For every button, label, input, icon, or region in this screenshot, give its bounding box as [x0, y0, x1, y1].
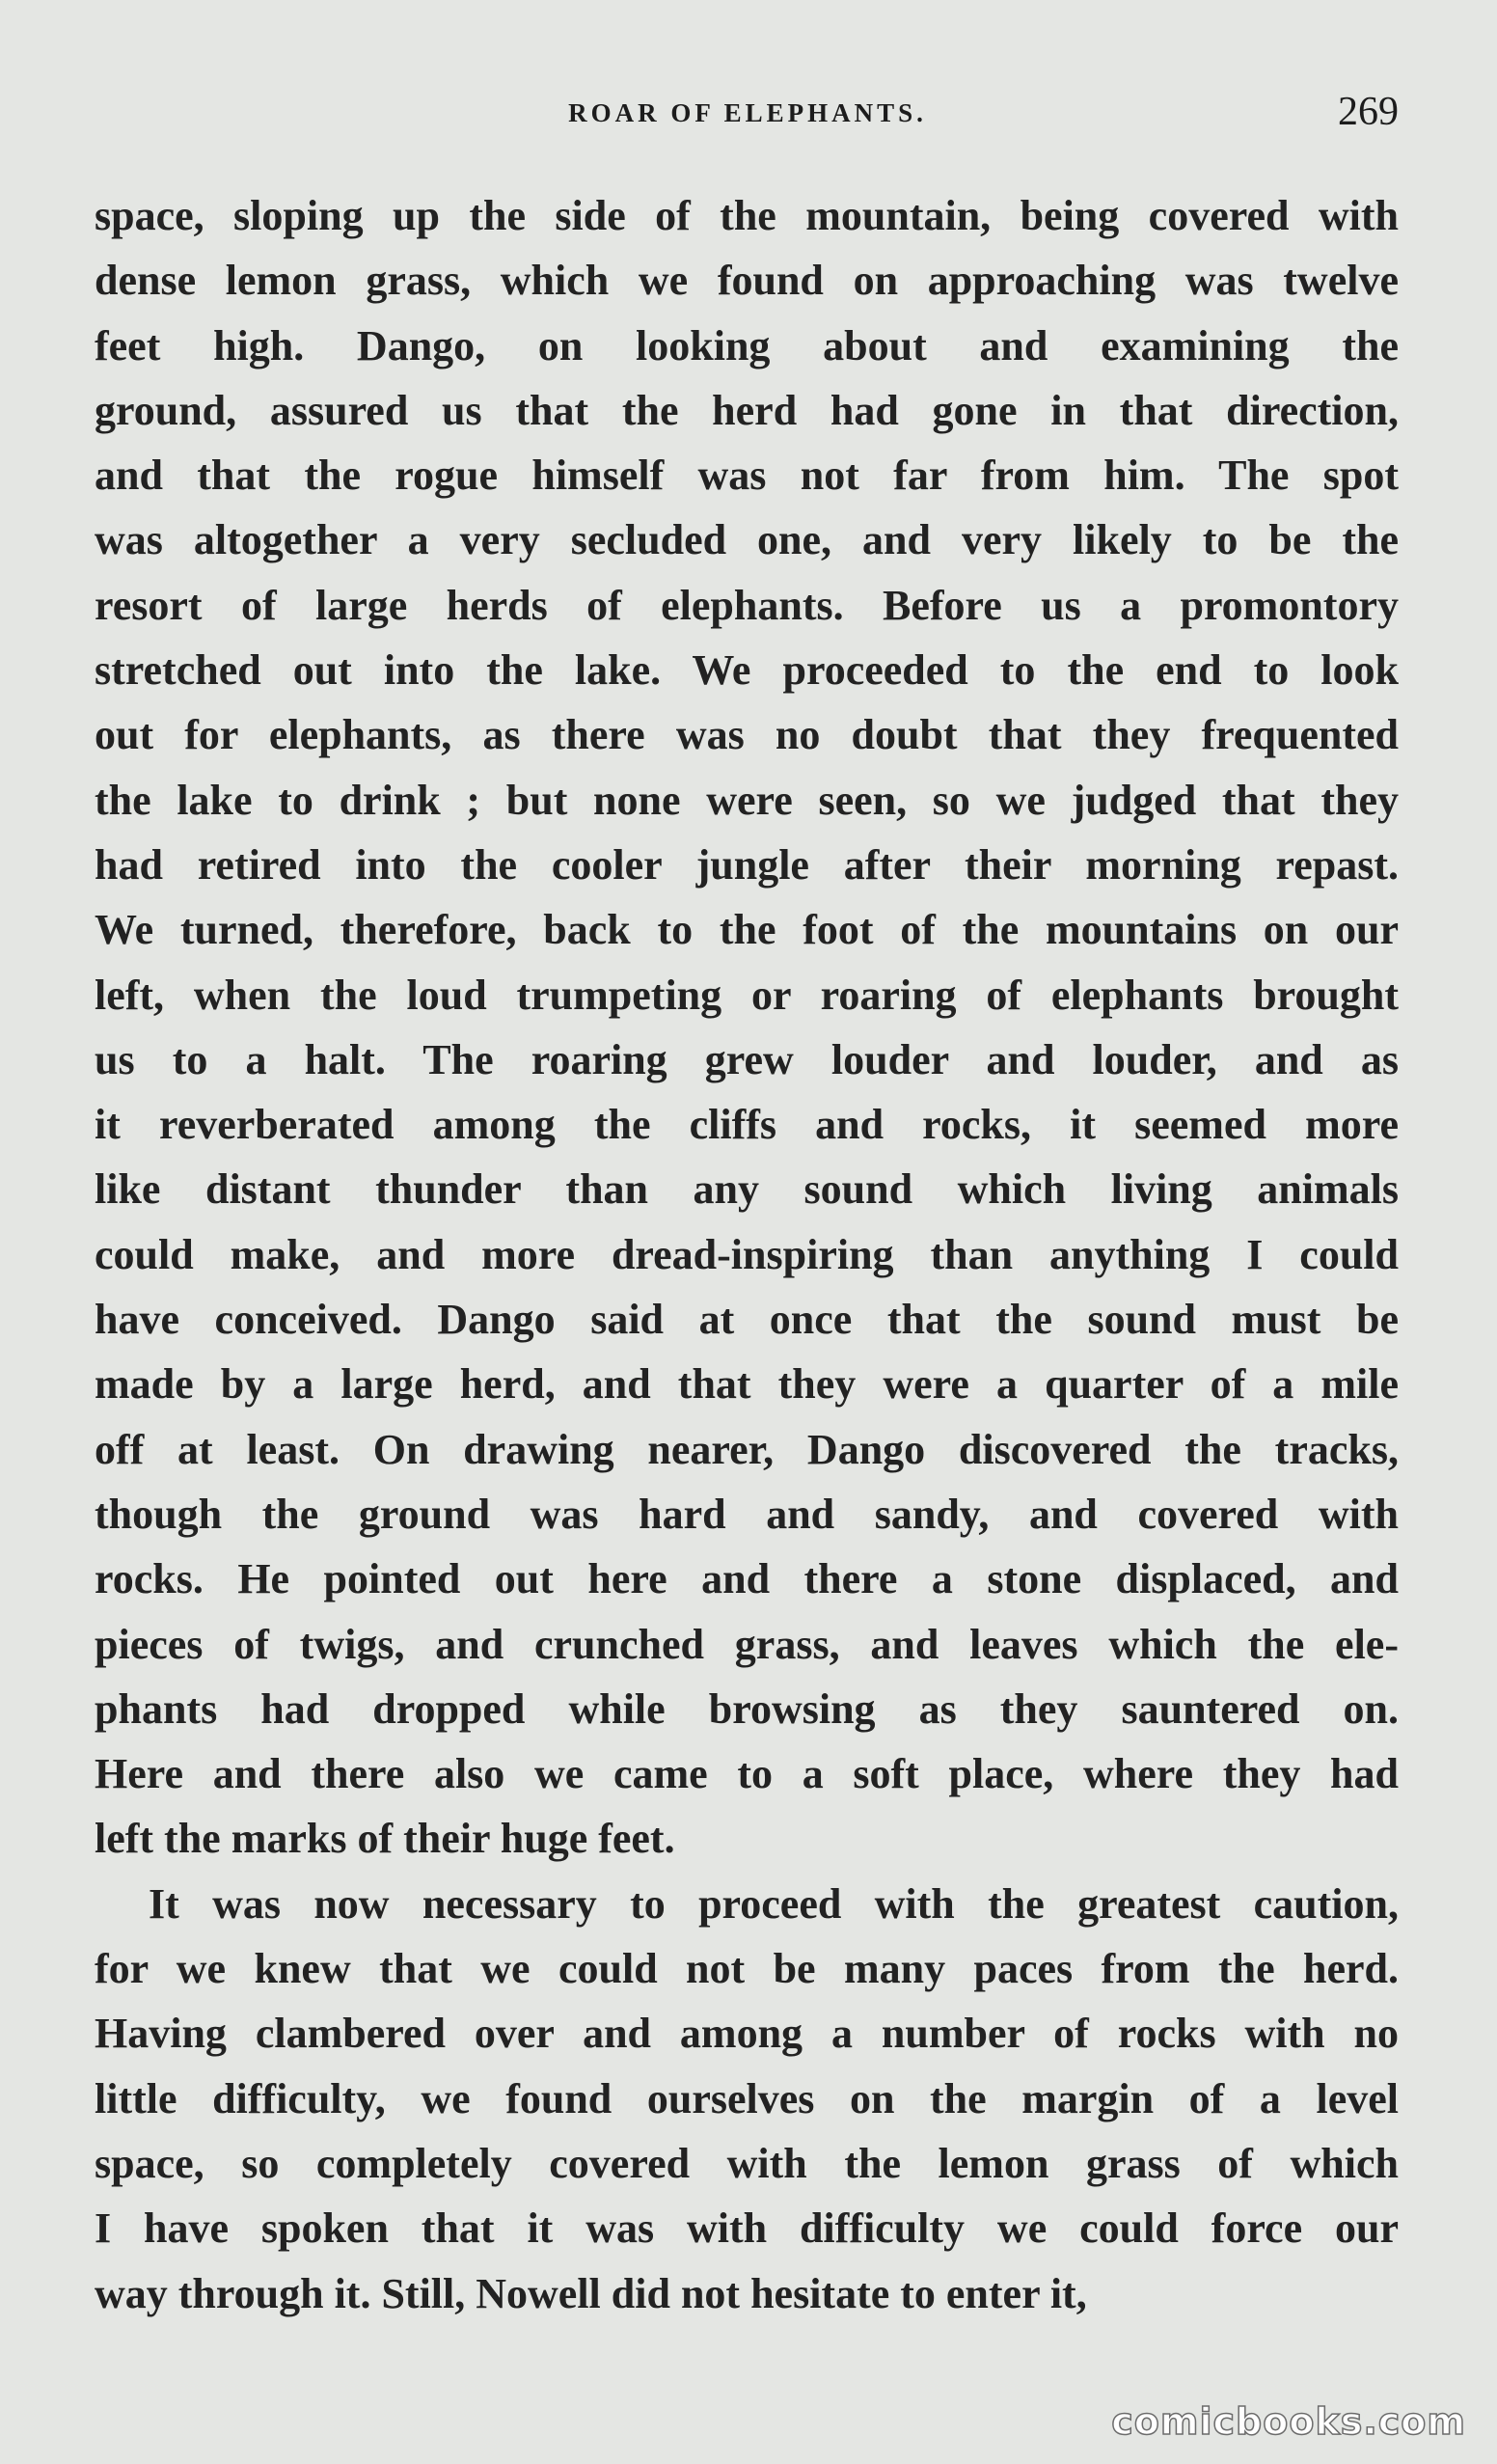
page-number: 269	[1338, 90, 1399, 134]
text-line: We turned, therefore, back to the foot of the mountains on our	[95, 906, 1399, 954]
text-line: pieces of twigs, and crunched grass, and leaves which the ele-	[95, 1620, 1399, 1668]
paragraph	[95, 183, 1399, 1872]
paragraph	[95, 1872, 1399, 2326]
text-line: and that the rogue himself was not far from him. The spot	[95, 452, 1399, 500]
text-line: resort of large herds of elephants. Before us a promontory	[95, 581, 1399, 629]
text-line: was altogether a very secluded one, and very likely to be the	[95, 516, 1399, 564]
text-line: left the marks of their huge feet.	[95, 1815, 675, 1863]
text-line: phants had dropped while browsing as they sauntered on.	[95, 1684, 1399, 1733]
text-line: made by a large herd, and that they were a quarter of a mile	[95, 1360, 1399, 1409]
text-line: space, sloping up the side of the mountain, being covered with	[95, 192, 1399, 239]
text-line: left, when the loud trumpeting or roaring of elephants brought	[95, 971, 1399, 1019]
text-line: ground, assured us that the herd had gone in that direction,	[95, 386, 1399, 434]
text-line: could make, and more dread-inspiring than anything I could	[95, 1230, 1399, 1278]
text-line: Having clambered over and among a number of rocks with no	[95, 2010, 1399, 2058]
text-line: way through it. Still, Nowell did not hesitate to enter it,	[95, 2269, 1087, 2317]
text-line: it reverberated among the cliffs and rocks, it seemed more	[95, 1101, 1399, 1149]
text-line: had retired into the cooler jungle after their morning repast.	[95, 840, 1399, 889]
text-line: little difficulty, we found ourselves on the margin of a level	[95, 2074, 1399, 2122]
text-line: stretched out into the lake. We proceeded to the end to look	[95, 646, 1399, 695]
text-line: dense lemon grass, which we found on approaching was twelve	[95, 257, 1399, 305]
text-line: the lake to drink ; but none were seen, so we judged that they	[95, 776, 1399, 824]
text-line: for we knew that we could not be many paces from the herd.	[95, 1945, 1399, 1993]
text-line: rocks. He pointed out here and there a stone displaced, and	[95, 1555, 1399, 1603]
text-line: space, so completely covered with the lemon grass of which	[95, 2139, 1399, 2187]
body-text	[95, 183, 1399, 2326]
running-head	[96, 89, 1399, 147]
text-line: off at least. On drawing nearer, Dango discovered the tracks,	[95, 1425, 1399, 1473]
watermark-logo: comicbooks.com	[1111, 2400, 1466, 2443]
text-line: feet high. Dango, on looking about and examining the	[95, 321, 1399, 370]
running-title: ROAR OF ELEPHANTS.	[568, 98, 927, 127]
text-line: though the ground was hard and sandy, and covered with	[95, 1490, 1399, 1538]
text-line: It was now necessary to proceed with the greatest caution,	[149, 1879, 1399, 1928]
text-line: us to a halt. The roaring grew louder and louder, and as	[95, 1035, 1399, 1083]
text-line: I have spoken that it was with difficulty we could force our	[95, 2204, 1399, 2253]
text-line: like distant thunder than any sound which living animals	[95, 1165, 1399, 1214]
text-line: Here and there also we came to a soft place, where they had	[95, 1750, 1399, 1798]
text-line: have conceived. Dango said at once that the sound must be	[95, 1296, 1399, 1344]
text-line: out for elephants, as there was no doubt that they frequented	[95, 711, 1399, 759]
